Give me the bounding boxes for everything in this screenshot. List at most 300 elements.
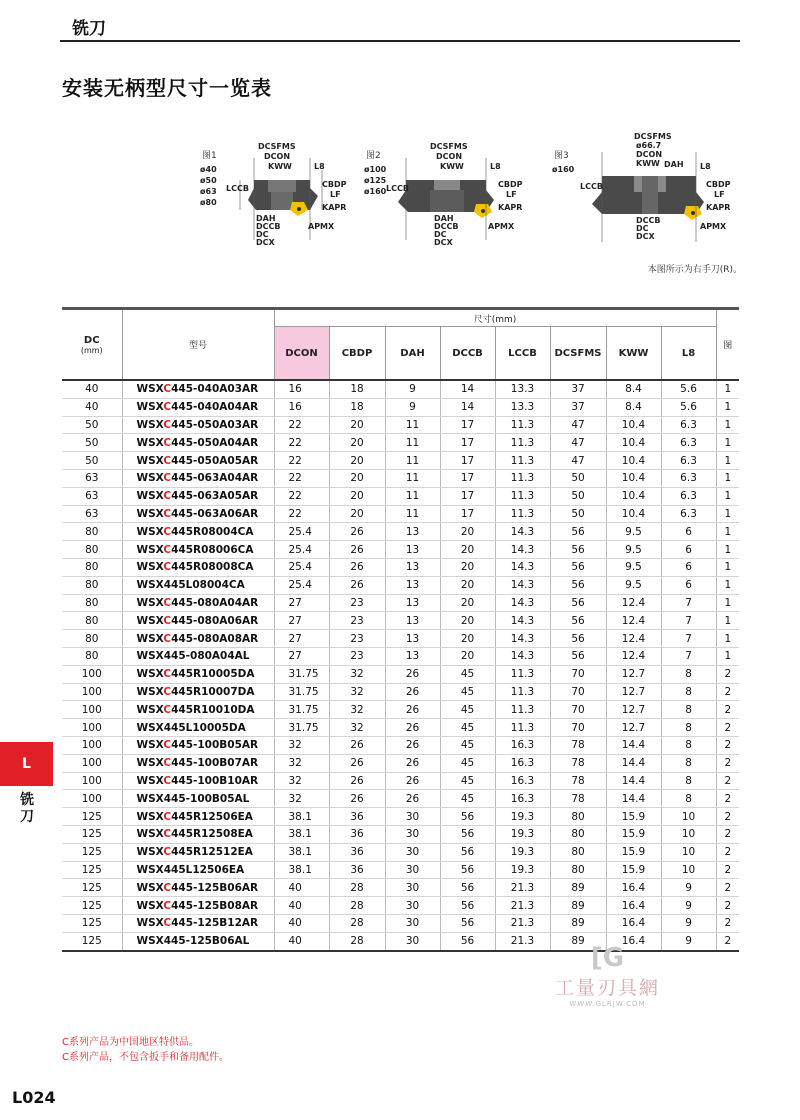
model-part: WSX: [136, 614, 164, 627]
table-row: [62, 434, 739, 452]
dim-label: KWW: [440, 162, 464, 171]
cell-l8: 7: [661, 630, 716, 648]
table-row: [62, 612, 739, 630]
cell-model: [122, 861, 274, 879]
model-part: WSX: [136, 418, 164, 431]
dim-label: KAPR: [322, 203, 347, 212]
cell-dcon: 32: [274, 772, 329, 790]
model-series-marker: C: [163, 596, 172, 609]
cell-dah: 30: [385, 879, 440, 897]
dim-label: LCCB: [226, 184, 249, 193]
model-series-marker: C: [163, 561, 172, 574]
model-part: 445-040A04AR: [171, 401, 259, 414]
cell-dcon: 22: [274, 416, 329, 434]
cell-dcon: 27: [274, 612, 329, 630]
cell-fig: 2: [716, 879, 739, 897]
cell-dcsfms: 89: [550, 932, 606, 950]
cell-cbdp: 26: [329, 576, 385, 594]
figure-2-tag: 图2: [366, 151, 381, 161]
model-part: WSX: [136, 472, 164, 485]
cell-dcsfms: 80: [550, 825, 606, 843]
cell-dcon: 25.4: [274, 576, 329, 594]
col-header-cbdp: CBDP: [329, 327, 385, 381]
cell-model: [122, 630, 274, 648]
cell-cbdp: 32: [329, 701, 385, 719]
cell-cbdp: 32: [329, 683, 385, 701]
cell-dcsfms: 50: [550, 487, 606, 505]
cell-lccb: 11.3: [495, 434, 550, 452]
cell-dcon: 22: [274, 434, 329, 452]
cell-fig: 2: [716, 897, 739, 915]
cell-dcon: 31.75: [274, 665, 329, 683]
cell-dcsfms: 89: [550, 897, 606, 915]
cell-cbdp: 23: [329, 647, 385, 665]
col-header-dccb: DCCB: [440, 327, 495, 381]
model-series-marker: C: [163, 917, 172, 930]
cell-model: [122, 576, 274, 594]
cell-dcsfms: 89: [550, 879, 606, 897]
diameter-label: ø40: [200, 165, 217, 174]
cell-l8: 10: [661, 843, 716, 861]
cell-cbdp: 32: [329, 665, 385, 683]
cell-model: [122, 665, 274, 683]
cell-fig: 2: [716, 719, 739, 737]
cell-l8: 9: [661, 879, 716, 897]
cell-dcsfms: 56: [550, 541, 606, 559]
cell-kww: 16.4: [606, 879, 661, 897]
cell-dcon: 16: [274, 380, 329, 398]
cell-lccb: 11.3: [495, 505, 550, 523]
cell-lccb: 11.3: [495, 665, 550, 683]
dim-label: LCCB: [580, 182, 603, 191]
cell-dah: 30: [385, 897, 440, 915]
cell-l8: 8: [661, 683, 716, 701]
cell-cbdp: 23: [329, 612, 385, 630]
cell-dcon: 31.75: [274, 701, 329, 719]
model-part: WSX: [136, 507, 164, 520]
cell-dah: 11: [385, 505, 440, 523]
cell-fig: 1: [716, 452, 739, 470]
cell-dccb: 20: [440, 523, 495, 541]
cell-cbdp: 23: [329, 594, 385, 612]
cell-dcsfms: 70: [550, 719, 606, 737]
cell-model: [122, 914, 274, 932]
cell-lccb: 13.3: [495, 380, 550, 398]
cell-dccb: 14: [440, 398, 495, 416]
model-part: WSX: [136, 881, 164, 894]
cell-dah: 26: [385, 701, 440, 719]
cell-dah: 13: [385, 541, 440, 559]
dimension-table: [62, 307, 739, 952]
cell-dcsfms: 47: [550, 452, 606, 470]
table-row: [62, 380, 739, 398]
cell-kww: 10.4: [606, 416, 661, 434]
model-series-marker: C: [163, 401, 172, 414]
cell-dcon: 27: [274, 647, 329, 665]
cell-dah: 13: [385, 558, 440, 576]
table-row: [62, 914, 739, 932]
cell-model: [122, 505, 274, 523]
cell-dc: 80: [62, 630, 122, 648]
col-header-fig: 图: [716, 309, 739, 381]
cell-dah: 30: [385, 825, 440, 843]
model-part: 445-100B07AR: [171, 757, 259, 770]
cell-dcsfms: 89: [550, 914, 606, 932]
diameter-label: ø100: [364, 165, 387, 174]
top-rule: [60, 40, 740, 42]
model-series-marker: C: [163, 490, 172, 503]
cell-dc: 100: [62, 736, 122, 754]
model-part: 445R10007DA: [171, 685, 255, 698]
model-part: 445R08004CA: [171, 525, 254, 538]
figure-note: 本图所示为右手刀(R)。: [647, 265, 742, 275]
watermark: [535, 943, 680, 1008]
cell-cbdp: 26: [329, 523, 385, 541]
model-part: WSX: [136, 561, 164, 574]
cell-dcon: 27: [274, 630, 329, 648]
model-series-marker: C: [163, 810, 172, 823]
cell-l8: 6: [661, 576, 716, 594]
model-part: WSX: [136, 454, 164, 467]
cell-dc: 125: [62, 843, 122, 861]
cell-cbdp: 20: [329, 469, 385, 487]
cell-dah: 26: [385, 790, 440, 808]
model-part: 445-063A06AR: [171, 507, 259, 520]
cell-model: [122, 558, 274, 576]
cell-kww: 15.9: [606, 843, 661, 861]
cell-dc: 63: [62, 505, 122, 523]
cell-cbdp: 28: [329, 932, 385, 950]
cell-dc: 80: [62, 576, 122, 594]
cell-fig: 2: [716, 932, 739, 950]
cell-lccb: 11.3: [495, 701, 550, 719]
cell-model: [122, 825, 274, 843]
cell-dccb: 45: [440, 665, 495, 683]
table-row: [62, 754, 739, 772]
cell-fig: 1: [716, 612, 739, 630]
table-row: [62, 701, 739, 719]
figure-1-tag: 图1: [202, 151, 217, 161]
col-header-dah: DAH: [385, 327, 440, 381]
cell-dcsfms: 80: [550, 861, 606, 879]
model-part: 445R08008CA: [171, 561, 254, 574]
table-row: [62, 665, 739, 683]
figure-3: [550, 132, 742, 250]
cell-model: [122, 487, 274, 505]
cell-dcon: 25.4: [274, 558, 329, 576]
cell-dcsfms: 50: [550, 469, 606, 487]
cell-lccb: 14.3: [495, 576, 550, 594]
cell-model: [122, 594, 274, 612]
section-title: 铣刀: [72, 19, 106, 39]
cell-dccb: 20: [440, 630, 495, 648]
cell-dccb: 14: [440, 380, 495, 398]
cell-l8: 9: [661, 914, 716, 932]
cell-fig: 1: [716, 647, 739, 665]
cell-dah: 13: [385, 523, 440, 541]
cell-dccb: 45: [440, 701, 495, 719]
cell-lccb: 14.3: [495, 612, 550, 630]
cell-dah: 11: [385, 434, 440, 452]
table-row: [62, 897, 739, 915]
cell-kww: 8.4: [606, 398, 661, 416]
cell-dccb: 56: [440, 808, 495, 826]
col-header-l8: L8: [661, 327, 716, 381]
model-part: 445-125B08AR: [171, 899, 259, 912]
model-part: WSX445-125B06AL: [136, 935, 250, 948]
table-row: [62, 843, 739, 861]
model-series-marker: C: [163, 703, 172, 716]
cell-l8: 6.3: [661, 487, 716, 505]
table-row: [62, 558, 739, 576]
footnote-2: C系列产品，不包含扳手和备用配件。: [62, 1052, 229, 1063]
model-series-marker: C: [163, 881, 172, 894]
cell-dah: 30: [385, 843, 440, 861]
col-header-dcon: DCON: [274, 327, 329, 381]
cell-model: [122, 754, 274, 772]
cell-model: [122, 772, 274, 790]
cell-dah: 9: [385, 380, 440, 398]
model-part: 445-080A04AR: [171, 596, 259, 609]
cell-kww: 10.4: [606, 469, 661, 487]
col-header-dc: [62, 309, 122, 381]
cell-kww: 14.4: [606, 790, 661, 808]
cell-dcsfms: 78: [550, 772, 606, 790]
cell-lccb: 19.3: [495, 843, 550, 861]
cell-fig: 1: [716, 630, 739, 648]
model-part: WSX445L08004CA: [136, 579, 245, 592]
cell-kww: 14.4: [606, 754, 661, 772]
cell-lccb: 16.3: [495, 790, 550, 808]
table-row: [62, 416, 739, 434]
cell-dccb: 56: [440, 932, 495, 950]
dim-label: KWW: [268, 162, 292, 171]
side-tab-letter[interactable]: L: [0, 742, 53, 786]
model-part: WSX: [136, 757, 164, 770]
cell-dc: 63: [62, 487, 122, 505]
cell-dcon: 27: [274, 594, 329, 612]
model-part: 445R10010DA: [171, 703, 255, 716]
cell-dccb: 56: [440, 825, 495, 843]
figure-1: [198, 140, 348, 250]
col-header-model: 型号: [122, 309, 274, 381]
dim-label: DCX: [434, 238, 453, 247]
cell-dc: 80: [62, 612, 122, 630]
table-row: [62, 505, 739, 523]
cell-cbdp: 20: [329, 434, 385, 452]
cell-kww: 12.4: [606, 647, 661, 665]
table-row: [62, 647, 739, 665]
cell-fig: 1: [716, 434, 739, 452]
cell-dcon: 22: [274, 487, 329, 505]
dim-label: KAPR: [498, 203, 523, 212]
cell-cbdp: 26: [329, 558, 385, 576]
cell-dcon: 32: [274, 790, 329, 808]
model-series-marker: C: [163, 668, 172, 681]
table-row: [62, 541, 739, 559]
model-part: 445-080A06AR: [171, 614, 259, 627]
cell-model: [122, 843, 274, 861]
cell-dccb: 56: [440, 914, 495, 932]
cell-l8: 8: [661, 701, 716, 719]
cell-dah: 30: [385, 932, 440, 950]
cell-model: [122, 541, 274, 559]
col-header-kww: KWW: [606, 327, 661, 381]
table-row: [62, 825, 739, 843]
cell-kww: 14.4: [606, 772, 661, 790]
cell-dcon: 31.75: [274, 719, 329, 737]
cell-l8: 9: [661, 897, 716, 915]
cell-fig: 1: [716, 380, 739, 398]
dim-label: DC: [434, 230, 447, 239]
cell-l8: 10: [661, 808, 716, 826]
dim-label: L8: [700, 162, 711, 171]
cell-dc: 125: [62, 914, 122, 932]
cell-fig: 1: [716, 469, 739, 487]
cell-model: [122, 719, 274, 737]
cell-dccb: 45: [440, 719, 495, 737]
dim-label: DCX: [636, 232, 655, 241]
cell-lccb: 21.3: [495, 914, 550, 932]
table-row: [62, 736, 739, 754]
cell-fig: 2: [716, 754, 739, 772]
cell-dcon: 31.75: [274, 683, 329, 701]
cell-l8: 8: [661, 736, 716, 754]
cell-lccb: 14.3: [495, 594, 550, 612]
cell-kww: 12.4: [606, 630, 661, 648]
table-row: [62, 576, 739, 594]
cell-fig: 2: [716, 701, 739, 719]
cell-l8: 7: [661, 612, 716, 630]
cell-kww: 12.7: [606, 719, 661, 737]
cell-dah: 26: [385, 754, 440, 772]
model-part: 445R12512EA: [171, 846, 253, 859]
cell-dc: 80: [62, 541, 122, 559]
dim-label: KAPR: [706, 203, 731, 212]
cell-dah: 13: [385, 594, 440, 612]
cell-lccb: 11.3: [495, 487, 550, 505]
cell-dccb: 20: [440, 594, 495, 612]
cell-dcon: 22: [274, 469, 329, 487]
cell-dccb: 56: [440, 861, 495, 879]
cell-dcsfms: 37: [550, 398, 606, 416]
model-series-marker: C: [163, 418, 172, 431]
cell-l8: 5.6: [661, 398, 716, 416]
cell-l8: 6.3: [661, 434, 716, 452]
table-row: [62, 861, 739, 879]
cell-dah: 26: [385, 665, 440, 683]
model-series-marker: C: [163, 685, 172, 698]
dim-label: APMX: [308, 222, 335, 231]
cell-dccb: 56: [440, 897, 495, 915]
col-header-dcsfms: DCSFMS: [550, 327, 606, 381]
cell-kww: 10.4: [606, 487, 661, 505]
cell-dah: 26: [385, 719, 440, 737]
cell-dcon: 25.4: [274, 541, 329, 559]
dim-label: LF: [714, 190, 725, 199]
cell-cbdp: 28: [329, 914, 385, 932]
cell-kww: 10.4: [606, 505, 661, 523]
model-part: 445-063A04AR: [171, 472, 259, 485]
cell-fig: 2: [716, 665, 739, 683]
model-series-marker: C: [163, 454, 172, 467]
dim-label: DCON: [264, 152, 291, 161]
table-row: [62, 772, 739, 790]
dim-label: L8: [490, 162, 501, 171]
cell-model: [122, 932, 274, 950]
cell-cbdp: 26: [329, 541, 385, 559]
watermark-url: WWW.GLRJW.COM: [569, 1000, 646, 1008]
cell-kww: 12.7: [606, 701, 661, 719]
cell-dc: 125: [62, 825, 122, 843]
cell-dccb: 17: [440, 469, 495, 487]
cell-fig: 2: [716, 861, 739, 879]
cell-model: [122, 701, 274, 719]
model-part: WSX: [136, 383, 164, 396]
cell-lccb: 19.3: [495, 861, 550, 879]
cell-dcon: 22: [274, 505, 329, 523]
cell-kww: 15.9: [606, 808, 661, 826]
cell-l8: 6.3: [661, 452, 716, 470]
cell-model: [122, 434, 274, 452]
cell-dc: 125: [62, 932, 122, 950]
table-row: [62, 879, 739, 897]
cell-dcon: 38.1: [274, 861, 329, 879]
model-part: WSX: [136, 685, 164, 698]
cell-kww: 16.4: [606, 914, 661, 932]
cell-l8: 8: [661, 665, 716, 683]
cell-dah: 11: [385, 452, 440, 470]
cell-dc: 80: [62, 558, 122, 576]
model-part: WSX: [136, 917, 164, 930]
cell-dc: 125: [62, 897, 122, 915]
cell-kww: 9.5: [606, 558, 661, 576]
cell-cbdp: 28: [329, 897, 385, 915]
cell-dccb: 20: [440, 647, 495, 665]
cell-lccb: 14.3: [495, 558, 550, 576]
cell-fig: 1: [716, 523, 739, 541]
model-part: 445R12506EA: [171, 810, 253, 823]
model-part: 445R08006CA: [171, 543, 254, 556]
model-part: WSX: [136, 490, 164, 503]
cell-dc: 63: [62, 469, 122, 487]
cell-dcsfms: 37: [550, 380, 606, 398]
cell-dcsfms: 78: [550, 754, 606, 772]
model-part: WSX445-100B05AL: [136, 792, 250, 805]
cell-dcon: 25.4: [274, 523, 329, 541]
model-series-marker: C: [163, 436, 172, 449]
cell-dah: 11: [385, 469, 440, 487]
cell-l8: 8: [661, 754, 716, 772]
cell-lccb: 19.3: [495, 825, 550, 843]
cell-kww: 8.4: [606, 380, 661, 398]
cell-dccb: 20: [440, 558, 495, 576]
cell-dah: 13: [385, 630, 440, 648]
cell-l8: 8: [661, 772, 716, 790]
cell-fig: 2: [716, 825, 739, 843]
cell-dccb: 17: [440, 434, 495, 452]
cell-l8: 6: [661, 541, 716, 559]
col-header-dc-unit: (mm): [80, 345, 103, 355]
model-part: WSX: [136, 828, 164, 841]
cell-dc: 40: [62, 380, 122, 398]
cell-dcon: 38.1: [274, 825, 329, 843]
model-part: 445-063A05AR: [171, 490, 259, 503]
watermark-cn: 工量刃具網: [554, 977, 660, 999]
cell-fig: 1: [716, 594, 739, 612]
cell-dc: 80: [62, 594, 122, 612]
dim-label: DCSFMS: [634, 132, 672, 141]
